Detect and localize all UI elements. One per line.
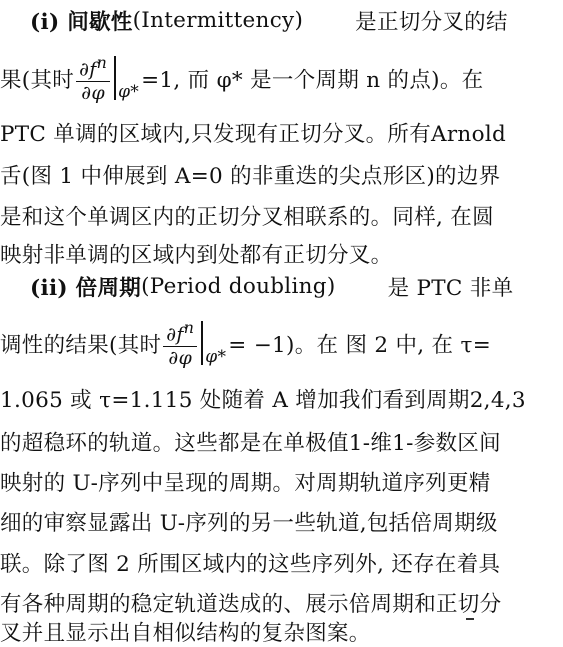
text-line: 的超稳环的轨道。这些都是在单极值1-维1-参数区间 (0, 430, 501, 456)
section-term: (Period doubling) (141, 273, 336, 299)
text-line: 1.065 或 τ=1.115 处随着 A 增加我们看到周期2,4,3 (0, 387, 526, 413)
text-span: 调性的结果(其时 (0, 332, 162, 358)
text-line: PTC 单调的区域内,只发现有正切分叉。所有Arnold (0, 121, 507, 147)
text-line: 细的审察显露出 U-序列的另一些轨道,包括倍周期级 (0, 510, 498, 536)
text-line: 有各种周期的稳定轨道迭成的、展示倍周期和正切分 (0, 591, 502, 617)
text-line: 映射的 U-序列中呈现的周期。对周期轨道序列更精 (0, 470, 491, 496)
text-span: 是正切分叉的结 (355, 9, 508, 35)
partial-derivative-fraction (163, 317, 197, 368)
frac-superscript: n (96, 53, 108, 73)
print-mark (466, 618, 474, 620)
text-span: =1, 而 φ* 是一个周期 n 的点)。在 (141, 67, 484, 93)
frac-numerator: ∂f (166, 323, 184, 346)
frac-superscript: n (183, 318, 195, 338)
text-span: 是 PTC 非单 (387, 275, 514, 301)
frac-denominator: ∂φ (81, 81, 105, 104)
section-label: (i) 间歇性 (30, 9, 133, 35)
text-line: 联。除了图 2 所围区域内的这些序列外, 还存在着具 (0, 551, 501, 577)
partial-derivative-fraction (76, 52, 110, 103)
text-line: 叉并且显示出自相似结构的复杂图案。 (0, 620, 371, 646)
text-line: 是和这个单调区内的正切分叉相联系的。同样, 在圆 (0, 204, 494, 230)
section-term: (Intermittency) (132, 7, 304, 33)
section-label: (ii) 倍周期 (30, 275, 142, 301)
text-line: 舌(图 1 中伸展到 A=0 的非重迭的尖点形区)的边界 (0, 163, 501, 189)
frac-denominator: ∂φ (168, 346, 193, 369)
frac-numerator: ∂f (79, 58, 97, 81)
text-span: = −1)。在 图 2 中, 在 τ= (228, 332, 492, 358)
text-line: 映射非单调的区域内到处都有正切分叉。 (0, 242, 393, 268)
text-line (0, 0, 563, 40)
formula-line (0, 317, 563, 369)
evaluation-bar (114, 56, 116, 100)
evaluation-bar (201, 321, 203, 365)
text-span: 果(其时 (0, 67, 75, 93)
text-line (0, 266, 563, 306)
evaluation-subscript: φ* (118, 82, 140, 102)
evaluation-subscript: φ* (205, 347, 227, 367)
formula-line (0, 52, 563, 104)
